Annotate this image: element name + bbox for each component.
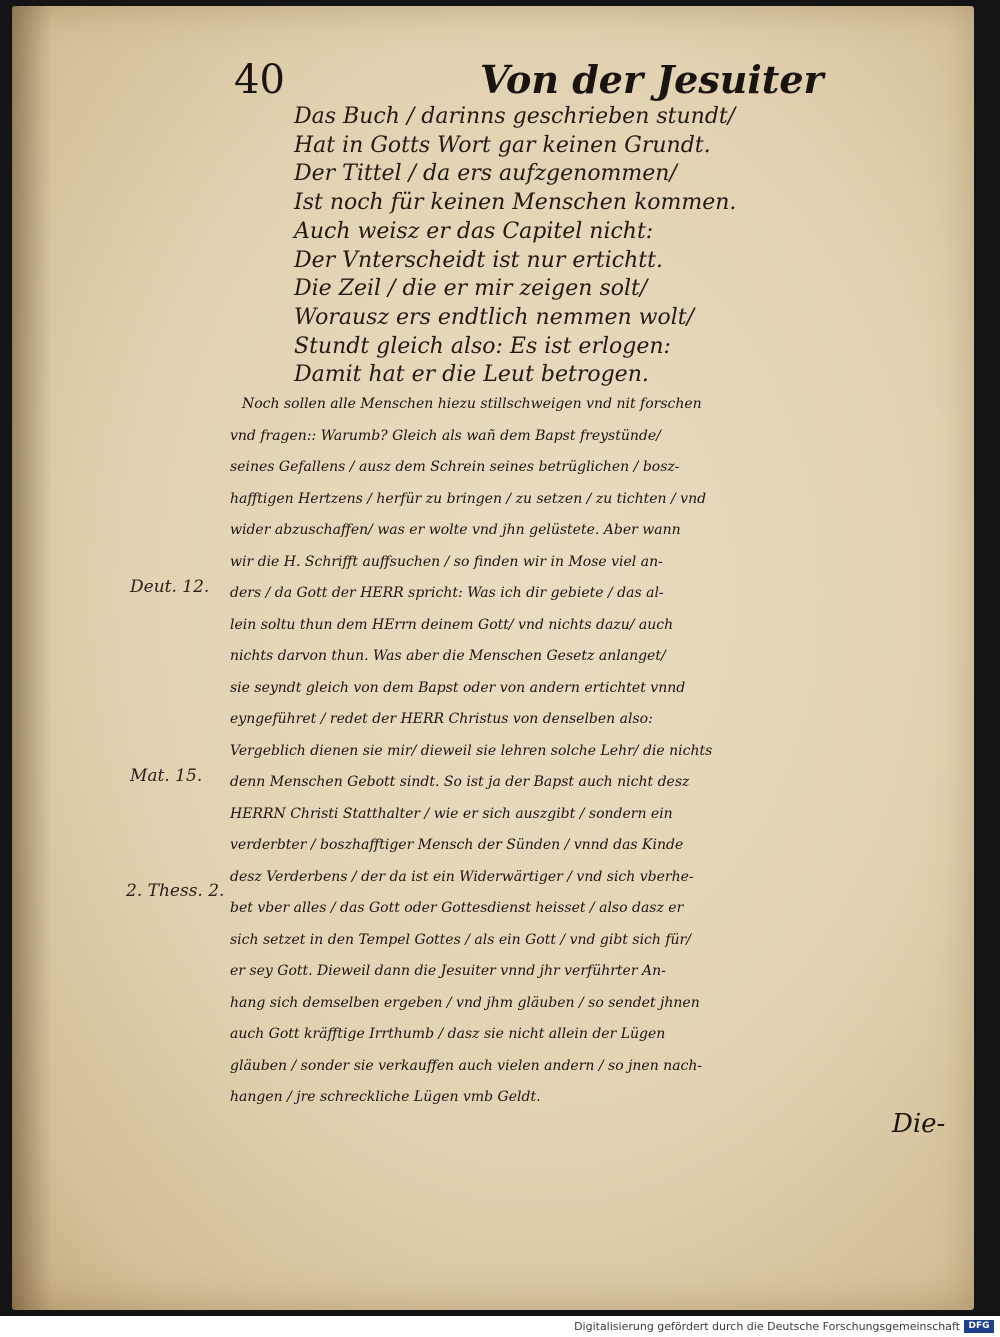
verse-line: Ist noch für keinen Menschen kommen. bbox=[294, 190, 737, 216]
prose-line: sich setzet in den Tempel Gottes / als ein Gott / vnd gibt sich für/ bbox=[230, 931, 691, 948]
verse-line: Die Zeil / die er mir zeigen solt/ bbox=[294, 276, 648, 302]
verse-line: Hat in Gotts Wort gar keinen Grundt. bbox=[294, 132, 711, 158]
verse-line: Stundt gleich also: Es ist erlogen: bbox=[294, 333, 671, 359]
page-header bbox=[12, 54, 974, 106]
prose-line: Vergeblich dienen sie mir/ dieweil sie lehren solche Lehr/ die nichts bbox=[230, 742, 713, 759]
prose-line: desz Verderbens / der da ist ein Widerwärtiger / vnd sich vberhe- bbox=[230, 868, 694, 885]
prose-line: ders / da Gott der HERR spricht: Was ich dir gebiete / das al- bbox=[230, 585, 664, 601]
running-title: Von der Jesuiter bbox=[480, 57, 824, 102]
prose-line: seines Gefallens / ausz dem Schrein seines betrüglichen / bosz- bbox=[230, 459, 680, 475]
prose-line: lein soltu thun dem HErrn deinem Gott/ vnd nichts dazu/ auch bbox=[230, 616, 674, 633]
prose-line: vnd fragen:: Warumb? Gleich als wañ dem Bapst freystünde/ bbox=[230, 427, 661, 444]
prose-block bbox=[230, 389, 970, 1114]
prose-line: Noch sollen alle Menschen hiezu stillschweigen vnd nit forschen bbox=[242, 396, 702, 412]
prose-line: verderbter / boszhafftiger Mensch der Sünden / vnnd das Kinde bbox=[230, 837, 684, 853]
margin-note-deut: Deut. 12. bbox=[130, 577, 210, 597]
book-page bbox=[12, 6, 974, 1310]
verse-line: Der Tittel / da ers aufzgenommen/ bbox=[294, 161, 677, 187]
prose-line: wir die H. Schrifft auffsuchen / so finden wir in Mose viel an- bbox=[230, 553, 663, 570]
footer-bar bbox=[0, 1316, 1000, 1337]
prose-line: hangen / jre schreckliche Lügen vmb Geldt. bbox=[230, 1089, 541, 1105]
prose-line: hang sich demselben ergeben / vnd jhm gläuben / so sendet jhnen bbox=[230, 994, 700, 1011]
verse-line: Damit hat er die Leut betrogen. bbox=[294, 362, 649, 388]
prose-line: nichts darvon thun. Was aber die Menschen Gesetz anlanget/ bbox=[230, 648, 666, 664]
prose-line: gläuben / sonder sie verkauffen auch vielen andern / so jnen nach- bbox=[230, 1057, 703, 1074]
verse-line: Der Vnterscheidt ist nur ertichtt. bbox=[294, 247, 663, 273]
prose-line: denn Menschen Gebott sindt. So ist ja der Bapst auch nicht desz bbox=[230, 774, 690, 790]
dfg-logo: DFG bbox=[964, 1320, 994, 1333]
margin-note-thess: 2. Thess. 2. bbox=[126, 881, 225, 901]
margin-note-mat: Mat. 15. bbox=[130, 766, 203, 786]
verse-line: Auch weisz er das Capitel nicht: bbox=[294, 218, 654, 244]
prose-line: er sey Gott. Dieweil dann die Jesuiter vnnd jhr verführter An- bbox=[230, 963, 666, 979]
prose-line: bet vber alles / das Gott oder Gottesdienst heisset / also dasz er bbox=[230, 900, 684, 916]
verse-line: Worausz ers endtlich nemmen wolt/ bbox=[294, 304, 694, 330]
page-number: 40 bbox=[234, 57, 285, 103]
verse-block bbox=[294, 103, 854, 390]
prose-line: auch Gott kräfftige Irrthumb / dasz sie nicht allein der Lügen bbox=[230, 1026, 666, 1042]
prose-line: wider abzuschaffen/ was er wolte vnd jhn gelüstete. Aber wann bbox=[230, 522, 681, 538]
prose-line: eyngeführet / redet der HERR Christus von denselben also: bbox=[230, 711, 653, 727]
verse-line: Das Buch / darinns geschrieben stundt/ bbox=[294, 104, 736, 129]
catchword: Die- bbox=[892, 1109, 946, 1139]
funding-credit: Digitalisierung gefördert durch die Deutsche Forschungsgemeinschaft bbox=[574, 1320, 960, 1333]
prose-line: sie seyndt gleich von dem Bapst oder von andern ertichtet vnnd bbox=[230, 679, 686, 696]
prose-line: hafftigen Hertzens / herfür zu bringen / zu setzen / zu tichten / vnd bbox=[230, 490, 707, 507]
prose-line: HERRN Christi Statthalter / wie er sich auszgibt / sondern ein bbox=[230, 805, 673, 822]
